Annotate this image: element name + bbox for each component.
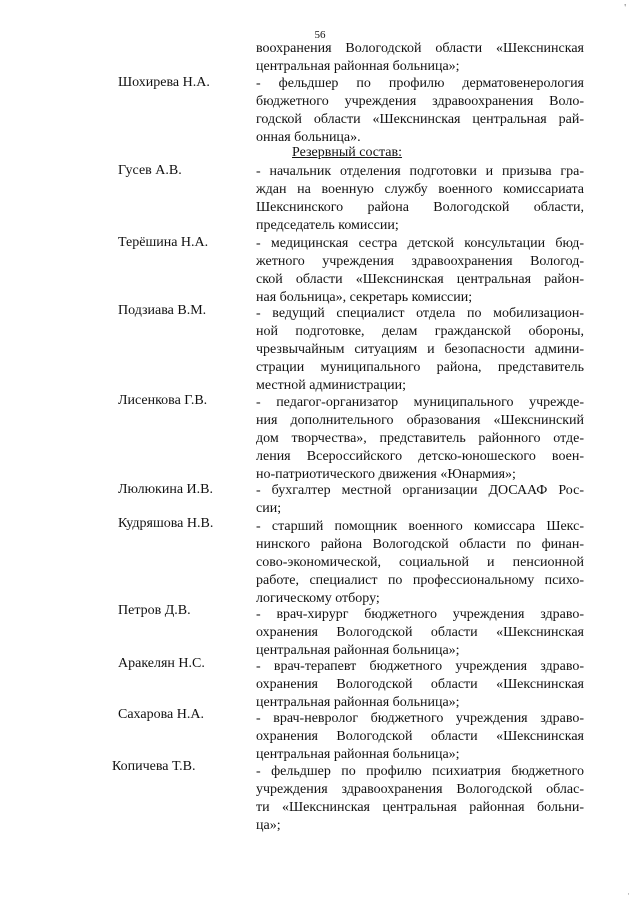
body-line: сово-экономической, социальной и пенсионной [256, 555, 584, 570]
member-name: Лисенкова Г.В. [118, 393, 208, 408]
body-line: ской области «Шекснинская центральная район- [256, 272, 584, 287]
page-number: 56 [314, 29, 326, 41]
member-name: Подзиава В.М. [118, 303, 207, 318]
body-line: ления Всероссийского детско-юношеского воен- [256, 449, 584, 464]
body-line: онная больница». [256, 130, 361, 145]
member-name: Аракелян Н.С. [118, 656, 205, 671]
member-name: Кудряшова Н.В. [118, 516, 214, 531]
body-line: - фельдшер по профилю дерматовенерология [256, 76, 584, 91]
body-line: - врач-терапевт бюджетного учреждения здраво- [256, 659, 584, 674]
member-name: Копичева Т.В. [112, 759, 196, 774]
body-line: охранения Вологодской области «Шекснинская [256, 729, 584, 744]
body-line: жетного учреждения здравоохранения Вологод- [256, 254, 584, 269]
body-line: - старший помощник военного комиссара Шекс- [256, 519, 584, 534]
body-line: - фельдшер по профилю психиатрия бюджетного [256, 764, 584, 779]
body-line: чрезвычайным ситуациям и безопасности админи- [256, 342, 584, 357]
body-line: ти «Шекснинская центральная районная больни- [256, 800, 584, 815]
body-line: центральная районная больница»; [256, 747, 460, 762]
body-line: председатель комиссии; [256, 218, 399, 233]
body-line: охранения Вологодской области «Шекснинская [256, 677, 584, 692]
body-line: - ведущий специалист отдела по мобилизацион- [256, 306, 584, 321]
body-line: - начальник отделения подготовки и призыва гра- [256, 164, 584, 179]
body-line: страции муниципального района, представитель [256, 360, 584, 375]
bottom-mark: · [627, 889, 630, 899]
body-line: - медицинская сестра детской консультации бюд- [256, 236, 584, 251]
body-line: сии; [256, 501, 282, 516]
body-line: ная больница», секретарь комиссии; [256, 290, 473, 305]
body-line: но-патриотического движения «Юнармия»; [256, 467, 516, 482]
body-line: годской области «Шекснинская центральная рай- [256, 112, 584, 127]
body-line: воохранения Вологодской области «Шекснинская [256, 41, 584, 56]
member-name: Петров Д.В. [118, 603, 191, 618]
member-name: Сахарова Н.А. [118, 707, 204, 722]
body-line: - педагог-организатор муниципального учрежде- [256, 395, 584, 410]
member-name: Терёшина Н.А. [118, 235, 209, 250]
body-line: центральная районная больница»; [256, 643, 460, 658]
body-line: - врач-хирург бюджетного учреждения здраво- [256, 607, 584, 622]
body-line: - бухгалтер местной организации ДОСААФ Рос- [256, 483, 584, 498]
corner-mark: ' [624, 3, 626, 14]
body-line: центральная районная больница»; [256, 695, 460, 710]
body-line: - врач-невролог бюджетного учреждения здраво- [256, 711, 584, 726]
reserve-heading: Резервный состав: [292, 145, 403, 160]
body-line: логическому отбору; [256, 591, 380, 606]
body-line: бюджетного учреждения здравоохранения Воло- [256, 94, 584, 109]
body-line: центральная районная больница»; [256, 59, 460, 74]
body-line: Шекснинского района Вологодской области, [256, 200, 584, 215]
body-line: ния дополнительного образования «Шекснинский [256, 413, 584, 428]
body-line: учреждения здравоохранения Вологодской облас- [256, 782, 584, 797]
body-line: работе, специалист по профессиональному психо- [256, 573, 584, 588]
body-line: охранения Вологодской области «Шекснинская [256, 625, 584, 640]
body-line: ждан на военную службу военного комиссариата [256, 182, 584, 197]
body-line: нинского района Вологодской области по финан- [256, 537, 584, 552]
body-line: дом творчества», представитель районного отде- [256, 431, 584, 446]
member-name: Гусев А.В. [118, 163, 182, 178]
body-line: ной подготовке, делам гражданской обороны, [256, 324, 584, 339]
member-name: Люлюкина И.В. [118, 482, 213, 497]
body-line: ца»; [256, 818, 281, 833]
member-name: Шохирева Н.А. [118, 75, 210, 90]
body-line: местной администрации; [256, 378, 406, 393]
